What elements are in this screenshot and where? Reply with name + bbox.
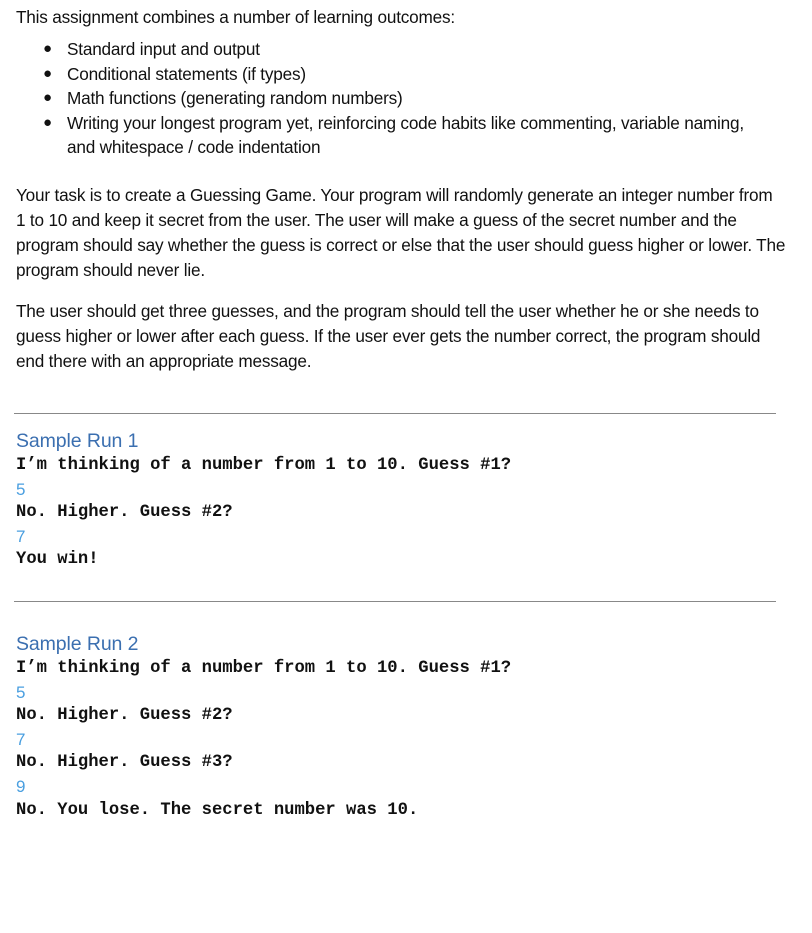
console-output-line: I’m thinking of a number from 1 to 10. Guess #1? <box>16 456 512 475</box>
sample-run-title: Sample Run 2 <box>16 633 139 655</box>
bullet-icon: ● <box>43 40 52 57</box>
sample-run-title: Sample Run 1 <box>16 430 139 452</box>
outcome-text: Standard input and output <box>67 39 260 59</box>
intro-text: This assignment combines a number of learning outcomes: <box>16 7 455 27</box>
bullet-icon: ● <box>43 113 52 131</box>
list-item <box>43 37 796 62</box>
console-output-line: You win! <box>16 550 99 570</box>
rules-paragraph: The user should get three guesses, and the program should tell the user whether he or she needs to guess higher or lower after each guess. If the user ever gets the number correct, the program should end there with an appropriate message. <box>16 301 761 371</box>
sample-run-1 <box>16 428 786 572</box>
sample-run-2 <box>16 631 786 822</box>
list-item <box>43 62 796 87</box>
list-item <box>43 86 796 111</box>
console-output-line: I’m thinking of a number from 1 to 10. Guess #1? <box>16 659 512 678</box>
console-output-line: No. You lose. The secret number was 10. <box>16 800 419 820</box>
console-input-line: 7 <box>16 729 26 749</box>
console-output-line: No. Higher. Guess #2? <box>16 706 233 726</box>
outcome-text: Math functions (generating random numbers) <box>67 88 403 108</box>
outcome-text: Writing your longest program yet, reinforcing code habits like commenting, variable naming, and whitespace / code indentation <box>67 112 744 157</box>
console-input-line: 5 <box>16 479 26 499</box>
bullet-icon: ● <box>43 89 52 106</box>
divider <box>14 413 776 414</box>
console-output-line: No. Higher. Guess #2? <box>16 503 233 523</box>
bullet-icon: ● <box>43 64 52 82</box>
outcome-text: Conditional statements (if types) <box>67 63 306 84</box>
console-input-line: 7 <box>16 526 26 546</box>
console-output-line: No. Higher. Guess #3? <box>16 753 233 773</box>
list-item <box>43 111 796 160</box>
learning-outcomes-list <box>16 37 796 160</box>
console-input-line: 5 <box>16 682 26 702</box>
divider <box>14 601 776 602</box>
assignment-document <box>16 0 796 820</box>
console-input-line: 9 <box>16 776 26 796</box>
task-paragraph: Your task is to create a Guessing Game. Your program will randomly generate an integer number from 1 to 10 and keep it secret from the user. The user will make a guess of the secret number and the program should say whether the guess is correct or else that the user should guess higher or lower. The program should never lie. <box>16 185 786 280</box>
